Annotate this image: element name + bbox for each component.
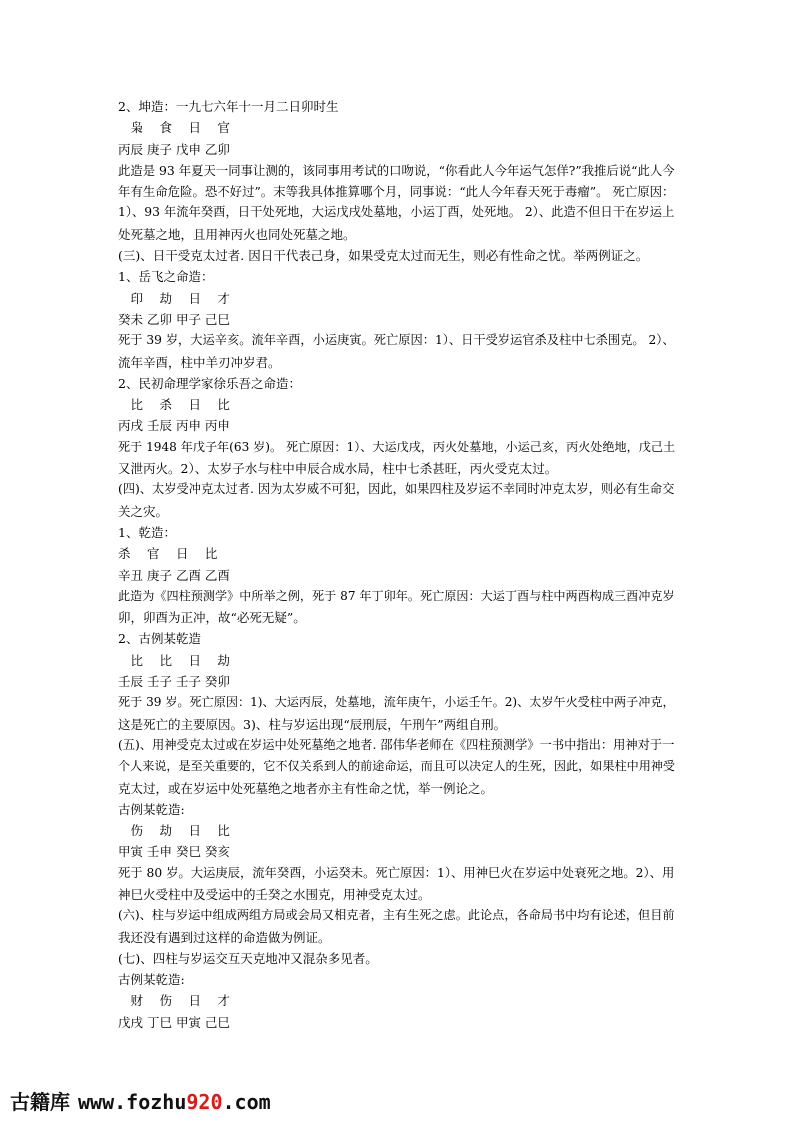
- text-line: 比 比 日 劫: [118, 652, 230, 668]
- text-line: 2、民初命理学家徐乐吾之命造：: [118, 375, 301, 391]
- text-line: 年有生命危险。恐不好过”。末等我具体推算哪个月，同事说：“此人今年春天死于毒瘤”。 死亡原因：: [118, 184, 675, 200]
- text-line: 伤 劫 日 比: [118, 823, 230, 839]
- text-line: 1）、93 年流年癸酉，日干处死地，大运戊戌处墓地，小运丁酉，处死地。 2）、此造不但日干在岁运上: [118, 205, 675, 220]
- text-line: 2、坤造：一九七六年十一月二日卯时生: [118, 99, 339, 114]
- text-line: 又泄丙火。2）、太岁子水与柱中申辰合成水局，柱中七杀甚旺，丙火受克太过。: [118, 461, 558, 477]
- text-line: 克太过，或在岁运中处死墓绝之地者亦主有性命之忧，举一例论之。: [118, 780, 494, 796]
- text-line: 死于 39 岁。死亡原因：1)、大运丙辰，处墓地，流年庚午，小运壬午。2)、太岁午火受柱中两子冲克，: [118, 695, 675, 710]
- text-line: 死于 80 岁。大运庚辰，流年癸酉，小运癸未。死亡原因：1）、用神巳火在岁运中处衰死之地。2）、用: [118, 865, 675, 880]
- text-line: 神巳火受柱中及受运中的壬癸之水围克，用神受克太过。: [118, 886, 431, 902]
- text-line: 戊戌 丁巳 甲寅 己巳: [118, 1014, 230, 1030]
- text-line: (五)、用神受克太过或在岁运中处死墓绝之地者. 邵伟华老师在《四柱预测学》一书中指出：用神对于一: [118, 737, 675, 752]
- text-line: 印 劫 日 才: [118, 290, 230, 306]
- text-line: 我还没有遇到过这样的命造做为例证。: [118, 929, 331, 945]
- text-line: (三)、日干受克太过者. 因日干代表己身，如果受克太过而无生，则必有性命之忧。举两例证之。: [118, 248, 649, 264]
- text-line: 杀 官 日 比: [118, 546, 218, 562]
- text-line: 死于 39 岁，大运辛亥。流年辛酉，小运庚寅。死亡原因：1）、日干受岁运官杀及柱中七杀围克。 2）、: [118, 333, 675, 348]
- text-line: 2、古例某乾造: [118, 631, 201, 647]
- text-line: 丙辰 庚子 戊申 乙卯: [118, 141, 230, 157]
- text-line: 死于 1948 年戊子年(63 岁)。 死亡原因：1）、大运戊戌，丙火处墓地，小运己亥，丙火处绝地，戊己土: [118, 439, 676, 454]
- footer-url-suffix: .com: [222, 1090, 271, 1114]
- text-line: 财 伤 日 才: [118, 993, 230, 1009]
- document-body: [118, 96, 678, 1033]
- text-line: (六)、柱与岁运中组成两组方局或会局又相克者，主有生死之虑。此论点，各命局书中均有论述，但目前: [118, 908, 675, 923]
- text-line: 1、岳飞之命造：: [118, 269, 214, 285]
- text-line: 甲寅 壬申 癸巳 癸亥: [118, 844, 230, 860]
- footer-site-name: 古籍库: [10, 1090, 70, 1114]
- text-line: 丙戌 壬辰 丙申 丙申: [118, 418, 230, 434]
- text-line: 癸未 乙卯 甲子 己巳: [118, 311, 230, 327]
- text-line: 辛丑 庚子 乙酉 乙酉: [118, 567, 230, 583]
- text-line: (七)、四柱与岁运交互天克地冲又混杂多见者。: [118, 950, 378, 966]
- text-line: 个人来说，是至关重要的，它不仅关系到人的前途命运，而且可以决定人的生死，因此，如果柱中用神受: [118, 759, 676, 774]
- text-line: 古例某乾造:: [118, 972, 185, 988]
- text-line: 卯，卯酉为正冲，故“必死无疑”。: [118, 610, 306, 626]
- text-line: 此造是 93 年夏天一同事让测的，该同事用考试的口吻说，“你看此人今年运气怎佯?”我推后说“此人今: [118, 162, 675, 178]
- text-line: 枭 食 日 官: [118, 120, 230, 136]
- footer-watermark: [10, 1086, 271, 1116]
- footer-url-number: 920: [186, 1090, 223, 1114]
- text-line: 壬辰 壬子 壬子 癸卯: [118, 674, 230, 690]
- text-line: 古例某乾造:: [118, 801, 185, 817]
- text-line: (四)、太岁受冲克太过者. 因为太岁威不可犯，因此，如果四柱及岁运不幸同时冲克太岁，则必有生命交: [118, 482, 675, 497]
- text-line: 这是死亡的主要原因。3)、柱与岁运出现“辰刑辰，午刑午”两组自刑。: [118, 716, 507, 732]
- text-line: 关之灾。: [118, 503, 169, 519]
- footer-url-prefix: www.fozhu: [78, 1090, 187, 1114]
- text-line: 此造为《四柱预测学》中所举之例，死于 87 年丁卯年。死亡原因：大运丁酉与柱中两酉构成三酉冲克岁: [118, 588, 675, 603]
- text-line: 比 杀 日 比: [118, 397, 230, 413]
- text-line: 1、乾造：: [118, 524, 176, 540]
- text-line: 流年辛酉，柱中羊刃冲岁君。: [118, 354, 281, 370]
- text-line: 处死墓之地，且用神丙火也同处死墓之地。: [118, 226, 356, 242]
